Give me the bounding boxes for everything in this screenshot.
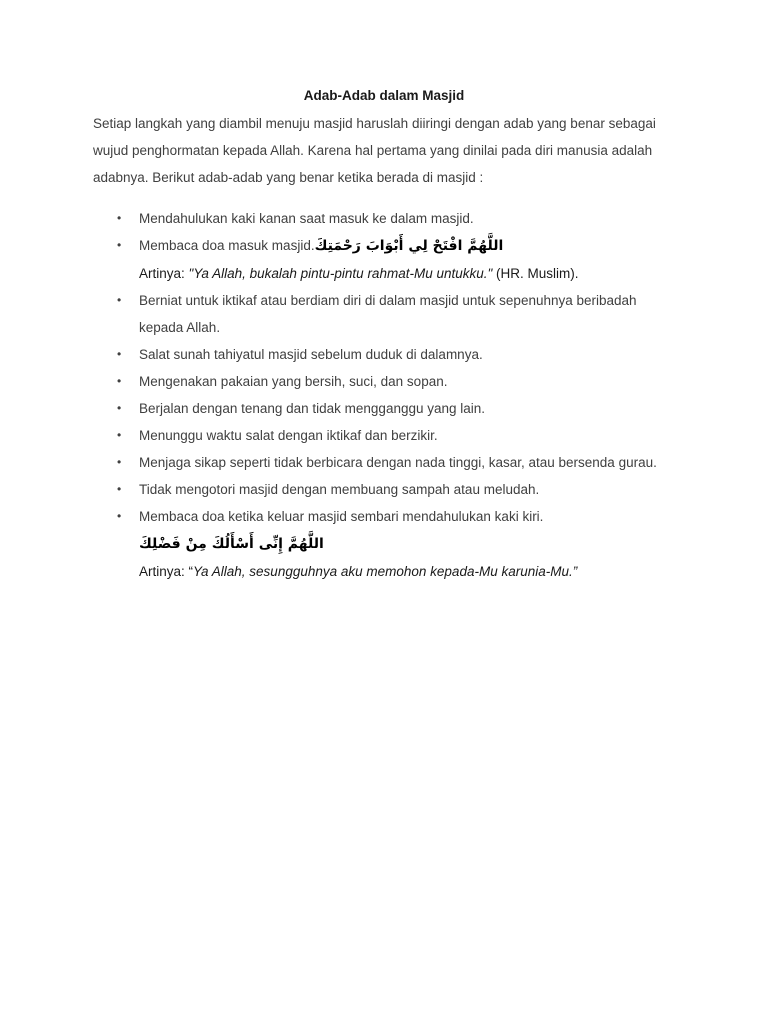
intro-paragraph: Setiap langkah yang diambil menuju masjid haruslah diiringi dengan adab yang benar sebagai wujud penghormatan kepada Allah. Karena hal pertama yang dinilai pada diri manusia adalah adabnya. Berikut adab-adab yang benar ketika berada di masjid :	[93, 116, 656, 185]
translation-line	[139, 260, 683, 287]
list-item-text: Berniat untuk iktikaf atau berdiam diri di dalam masjid untuk sepenuhnya beribadah kepada Allah.	[139, 293, 637, 335]
list-item	[93, 503, 683, 585]
list-item-text: Mendahulukan kaki kanan saat masuk ke dalam masjid.	[139, 211, 474, 226]
translation-prefix: Artinya:	[139, 266, 189, 281]
list-item-text: Menunggu waktu salat dengan iktikaf dan berzikir.	[139, 428, 438, 443]
arabic-prayer: اللَّهُمَّ إِنِّى أَسْأَلُكَ مِنْ فَضْلِكَ	[139, 536, 324, 552]
translation-line	[139, 558, 683, 585]
translation-prefix: Artinya: “	[139, 564, 194, 579]
list-item-text: Tidak mengotori masjid dengan membuang sampah atau meludah.	[139, 482, 540, 497]
document-title: Adab-Adab dalam Masjid	[303, 88, 465, 103]
list-item-text: Mengenakan pakaian yang bersih, suci, dan sopan.	[139, 374, 448, 389]
list-item	[93, 449, 683, 476]
bullet-icon: •	[117, 509, 122, 523]
list-item-text: Salat sunah tahiyatul masjid sebelum duduk di dalamnya.	[139, 347, 483, 362]
translation-suffix: (HR. Muslim).	[492, 266, 579, 281]
bullet-icon: •	[117, 238, 122, 252]
bullet-icon: •	[117, 455, 122, 469]
adab-list	[93, 205, 683, 585]
list-item	[93, 341, 683, 368]
bullet-icon: •	[117, 482, 122, 496]
list-item	[93, 368, 683, 395]
list-item	[93, 476, 683, 503]
list-item	[93, 232, 683, 287]
list-item-text: Berjalan dengan tenang dan tidak mengganggu yang lain.	[139, 401, 486, 416]
translation-text: Ya Allah, sesungguhnya aku memohon kepada-Mu karunia-Mu.”	[193, 564, 578, 579]
list-item-text: Membaca doa ketika keluar masjid sembari mendahulukan kaki kiri.	[139, 509, 544, 524]
bullet-icon: •	[117, 293, 122, 307]
list-item	[93, 395, 683, 422]
list-item-text: Menjaga sikap seperti tidak berbicara dengan nada tinggi, kasar, atau bersenda gurau.	[139, 455, 657, 470]
bullet-icon: •	[117, 347, 122, 361]
list-item	[93, 287, 683, 341]
translation-text: "Ya Allah, bukalah pintu-pintu rahmat-Mu untukku."	[188, 266, 493, 281]
list-item	[93, 422, 683, 449]
list-item-text: Membaca doa masuk masjid.	[139, 238, 315, 253]
bullet-icon: •	[117, 428, 122, 442]
bullet-icon: •	[117, 401, 122, 415]
arabic-prayer: اللَّهُمَّ افْتَحْ لِي أَبْوَابَ رَحْمَتِكَ	[314, 238, 504, 254]
list-item	[93, 205, 683, 232]
bullet-icon: •	[117, 211, 122, 225]
bullet-icon: •	[117, 374, 122, 388]
